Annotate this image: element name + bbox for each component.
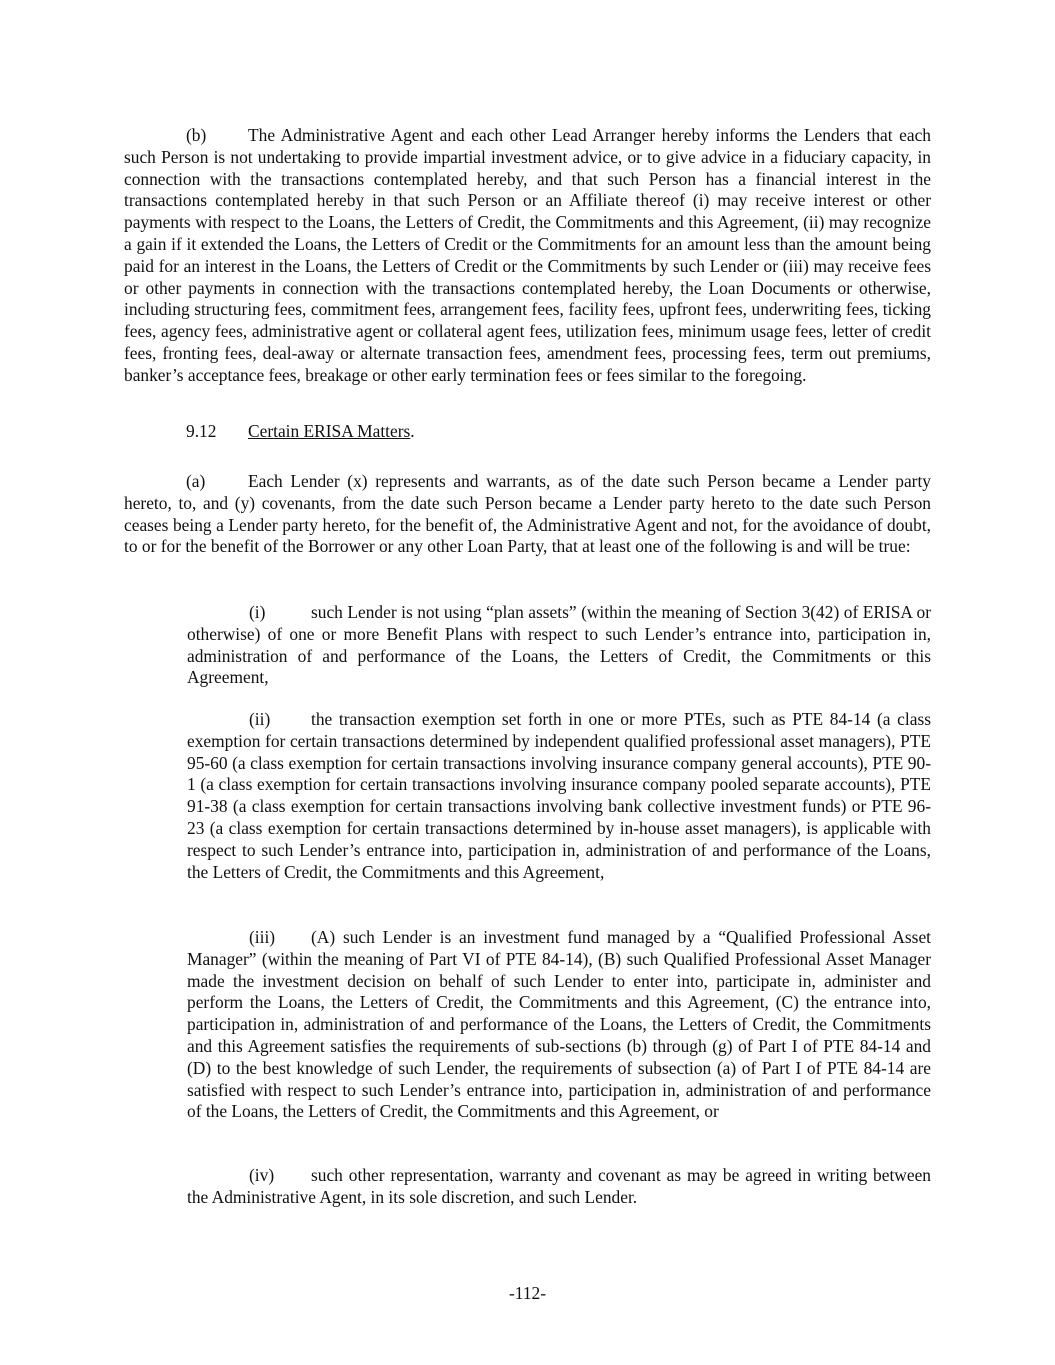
section-heading — [124, 421, 931, 443]
paragraph-b — [124, 125, 931, 387]
item-label: (iii) — [249, 927, 276, 947]
item-text: such Lender is not using “plan assets” (within the meaning of Section 3(42) of ERISA or otherwise) of one or more Benefit Plans with respect to such Lender’s entrance into, participation in, administration of and performance of the Loans, the Letters of Credit, the Commitments or this Agreement, — [187, 602, 931, 688]
item-iv — [187, 1165, 931, 1209]
item-label: (i) — [249, 602, 266, 622]
item-iii — [187, 927, 931, 1123]
section-number: 9.12 — [186, 421, 217, 441]
item-text: (A) such Lender is an investment fund managed by a “Qualified Professional Asset Manager” (within the meaning of Part VI of PTE 84-14), (B) such Qualified Professional Asset Manager made the investment decision on behalf of such Lender to enter into, participate in, administer and perform the Loans, the Letters of Credit, the Commitments and this Agreement, (C) the entrance into, participation in, administration of and performance of the Loans, the Letters of Credit, the Commitments and this Agreement satisfies the requirements of sub-sections (b) through (g) of Part I of PTE 84-14 and (D) to the best knowledge of such Lender, the requirements of subsection (a) of Part I of PTE 84-14 are satisfied with respect to such Lender’s entrance into, participation in, administration of and performance of the Loans, the Letters of Credit, the Commitments and this Agreement, or — [187, 927, 931, 1122]
paragraph-label: (b) — [186, 125, 207, 145]
paragraph-a — [124, 471, 931, 558]
item-ii — [187, 709, 931, 883]
paragraph-text: The Administrative Agent and each other Lead Arranger hereby informs the Lenders that each such Person is not undertaking to provide impartial investment advice, or to give advice in a fiduciary capacity, in connection with the transactions contemplated hereby, and that such Person has a financial interest in the transactions contemplated hereby in that such Person or an Affiliate thereof (i) may receive interest or other payments with respect to the Loans, the Letters of Credit, the Commitments and this Agreement, (ii) may recognize a gain if it extended the Loans, the Letters of Credit or the Commitments for an amount less than the amount being paid for an interest in the Loans, the Letters of Credit or the Commitments by such Lender or (iii) may receive fees or other payments in connection with the transactions contemplated hereby, the Loan Documents or otherwise, including structuring fees, commitment fees, arrangement fees, facility fees, upfront fees, underwriting fees, ticking fees, agency fees, administrative agent or collateral agent fees, utilization fees, minimum usage fees, letter of credit fees, fronting fees, deal-away or alternate transaction fees, amendment fees, processing fees, term out premiums, banker’s acceptance fees, breakage or other early termination fees or fees similar to the foregoing. — [124, 125, 931, 385]
paragraph-text: Each Lender (x) represents and warrants, as of the date such Person became a Lender party hereto, to, and (y) covenants, from the date such Person became a Lender party hereto to the date such Person ceases being a Lender party hereto, for the benefit of, the Administrative Agent and not, for the avoidance of doubt, to or for the benefit of the Borrower or any other Loan Party, that at least one of the following is and will be true: — [124, 471, 931, 557]
paragraph-label: (a) — [186, 471, 206, 491]
item-text: such other representation, warranty and covenant as may be agreed in writing between the Administrative Agent, in its sole discretion, and such Lender. — [187, 1165, 931, 1207]
item-label: (ii) — [249, 709, 271, 729]
page-number: -112- — [508, 1283, 547, 1303]
section-title: Certain ERISA Matters — [248, 421, 411, 441]
section-title-period: . — [410, 421, 415, 441]
item-text: the transaction exemption set forth in one or more PTEs, such as PTE 84-14 (a class exemption for certain transactions determined by independent qualified professional asset managers), PTE 95-60 (a class exemption for certain transactions involving insurance company general accounts), PTE 90-1 (a class exemption for certain transactions involving insurance company pooled separate accounts), PTE 91-38 (a class exemption for certain transactions involving bank collective investment funds) or PTE 96-23 (a class exemption for certain transactions determined by in-house asset managers), is applicable with respect to such Lender’s entrance into, participation in, administration of and performance of the Loans, the Letters of Credit, the Commitments and this Agreement, — [187, 709, 931, 882]
item-label: (iv) — [249, 1165, 275, 1185]
item-i — [187, 602, 931, 689]
